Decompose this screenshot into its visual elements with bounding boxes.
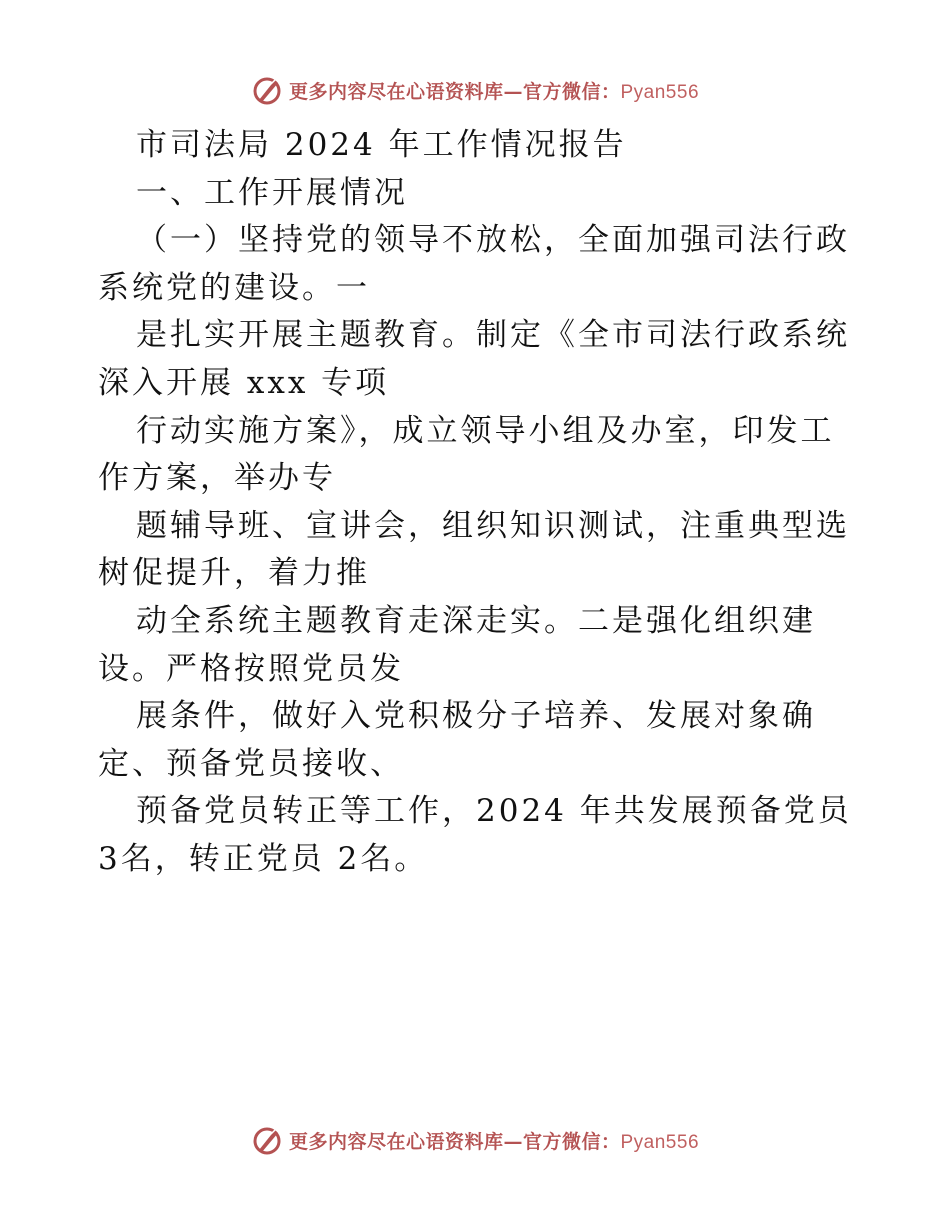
document-title: 市司法局 2024 年工作情况报告 [136, 127, 627, 163]
paragraph-line: 预备党员转正等工作，2024 年共发展预备党员 [136, 793, 852, 830]
paragraph-line: 树促提升，着力推 [98, 555, 370, 592]
paragraph-line: 深入开展 xxx 专项 [98, 364, 390, 401]
paragraph-line: 是扎实开展主题教育。制定《全市司法行政系统 [136, 317, 850, 354]
paragraph-line: 动全系统主题教育走深走实。二是强化组织建 [136, 602, 816, 639]
paragraph-line: 设。严格按照党员发 [98, 650, 404, 687]
paragraph-line: 题辅导班、宣讲会，组织知识测试，注重典型选 [136, 507, 850, 544]
paragraph-line: 作方案，举办专 [98, 460, 336, 497]
header-watermark [0, 70, 950, 110]
paragraph-line: 行动实施方案》，成立领导小组及办室，印发工 [136, 412, 835, 449]
footer-watermark [0, 1120, 950, 1160]
paragraph-line: 系统党的建设。一 [98, 269, 370, 306]
section-heading: 一、工作开展情况 [136, 174, 408, 211]
subsection-heading: （一）坚持党的领导不放松，全面加强司法行政 [136, 222, 850, 259]
quill-logo-icon [251, 74, 283, 106]
quill-logo-icon [251, 1124, 283, 1156]
paragraph-line: 定、预备党员接收、 [98, 745, 404, 782]
paragraph-line: 3名，转正党员 2名。 [98, 840, 429, 877]
watermark-text: 更多内容尽在心语资料库—官方微信：Pyan556 [288, 80, 700, 103]
document-body [98, 122, 858, 884]
paragraph-line: 展条件，做好入党积极分子培养、发展对象确 [136, 698, 816, 735]
watermark-text: 更多内容尽在心语资料库—官方微信：Pyan556 [288, 1130, 700, 1153]
